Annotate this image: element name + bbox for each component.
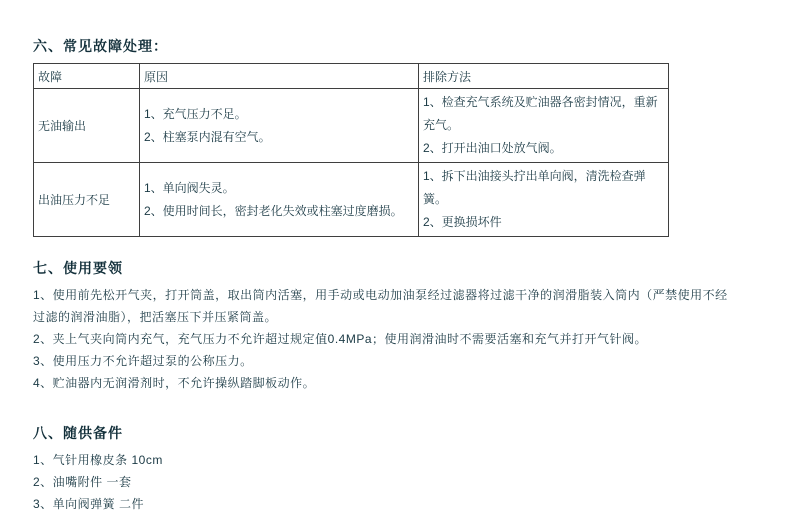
section7-title: 七、使用要领 [33, 260, 123, 276]
col-header-fault: 故障 [34, 64, 140, 89]
col-header-cause: 原因 [140, 64, 419, 89]
table-row-no-oil-output [34, 89, 669, 163]
section8-items [33, 449, 737, 515]
spare-part-item: 2、油嘴附件 一套 [33, 475, 132, 489]
cause-line: 2、使用时间长，密封老化失效或柱塞过度磨损。 [144, 203, 403, 218]
section7-items [33, 284, 737, 394]
section6-title: 六、常见故障处理： [33, 38, 168, 54]
table-header-row [34, 64, 669, 89]
spare-part-item: 1、气针用橡皮条 10cm [33, 453, 163, 467]
remedy-line: 1、拆下出油接头拧出单向阀，清洗检查弹簧。 [423, 169, 646, 206]
cause-line: 2、柱塞泵内混有空气。 [144, 129, 271, 144]
fault-cell: 无油输出 [34, 89, 140, 163]
usage-item: 3、使用压力不允许超过泵的公称压力。 [33, 354, 253, 368]
remedy-cell [419, 163, 669, 237]
spare-part-item: 3、单向阀弹簧 二件 [33, 497, 145, 511]
remedy-cell [419, 89, 669, 163]
cause-cell [140, 163, 419, 237]
usage-item: 2、夹上气夹向筒内充气，充气压力不允许超过规定值0.4MPa；使用润滑油时不需要活塞和充气并打开气针阀。 [33, 332, 648, 346]
col-header-remedy: 排除方法 [419, 64, 669, 89]
table-row-low-oil-pressure [34, 163, 669, 237]
cause-cell [140, 89, 419, 163]
usage-item: 1、使用前先松开气夹，打开筒盖，取出筒内活塞，用手动或电动加油泵经过滤器将过滤干净的润滑脂装入筒内（严禁使用不经过滤的润滑油脂），把活塞压下并压紧筒盖。 [33, 288, 728, 324]
remedy-line: 2、更换损坏件 [423, 215, 502, 229]
remedy-line: 2、打开出油口处放气阀。 [423, 141, 562, 155]
cause-line: 1、单向阀失灵。 [144, 180, 235, 195]
usage-item: 4、贮油器内无润滑剂时，不允许操纵踏脚板动作。 [33, 376, 316, 390]
cause-line: 1、充气压力不足。 [144, 106, 247, 121]
fault-cell: 出油压力不足 [34, 163, 140, 237]
section8-title: 八、随供备件 [33, 425, 123, 441]
remedy-line: 1、检查充气系统及贮油器各密封情况，重新充气。 [423, 95, 658, 132]
fault-table [33, 63, 669, 237]
